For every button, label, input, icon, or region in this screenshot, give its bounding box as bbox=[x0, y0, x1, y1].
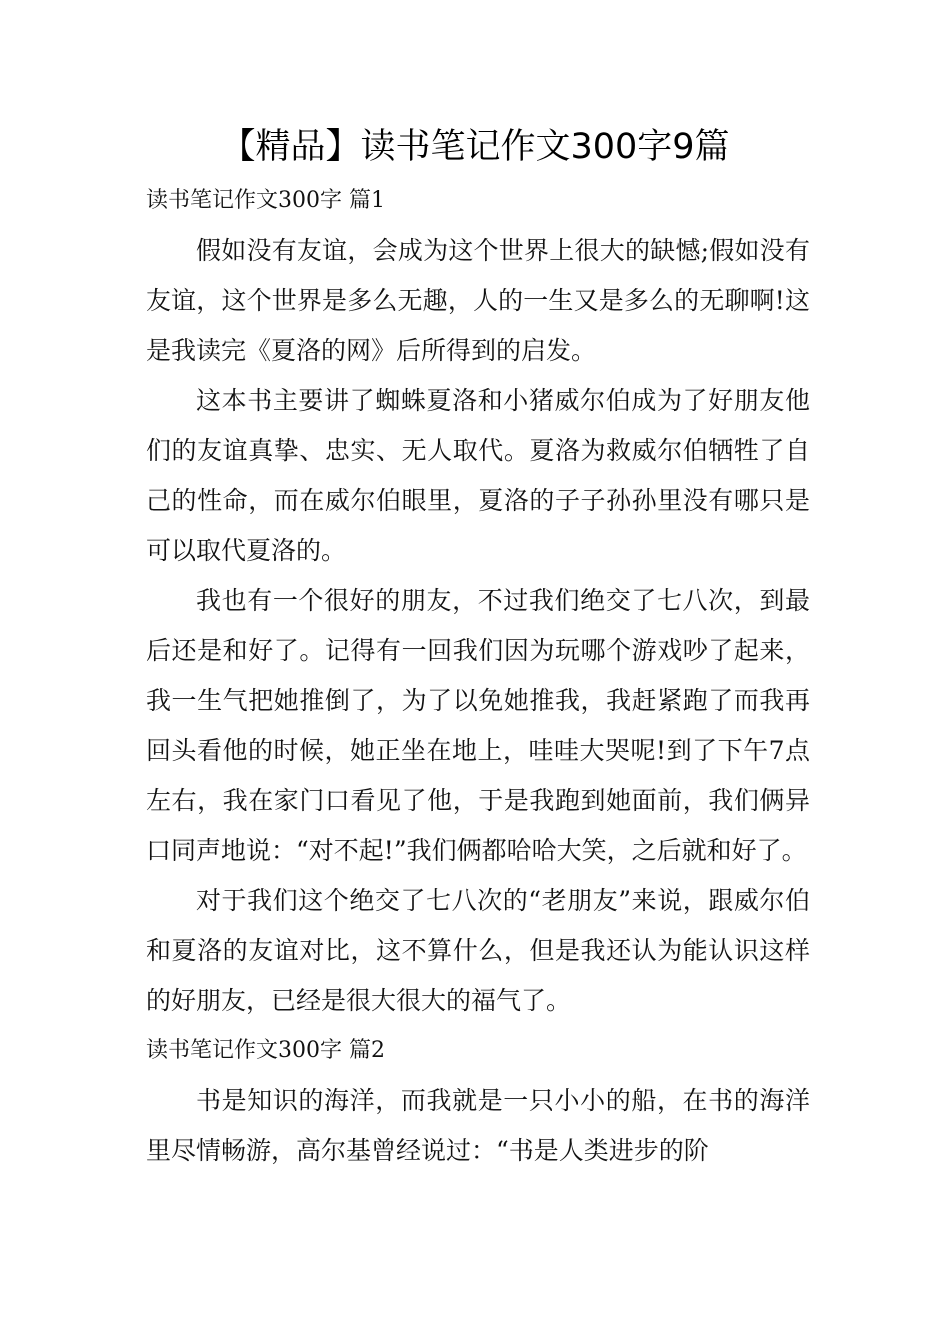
section-heading: 读书笔记作文300字 篇2 bbox=[146, 1038, 385, 1063]
section-heading: 读书笔记作文300字 篇1 bbox=[146, 188, 385, 213]
paragraph: 对于我们这个绝交了七八次的“老朋友”来说，跟威尔伯和夏洛的友谊对比，这不算什么，但是我还认为能认识这样的好朋友，已经是很大很大的福气了。 bbox=[146, 886, 810, 1015]
document-body bbox=[146, 176, 810, 1176]
paragraph: 这本书主要讲了蜘蛛夏洛和小猪威尔伯成为了好朋友他们的友谊真挚、忠实、无人取代。夏洛为救威尔伯牺牲了自己的性命，而在威尔伯眼里，夏洛的子子孙孙里没有哪只是可以取代夏洛的。 bbox=[146, 386, 810, 565]
essay-section-1 bbox=[146, 176, 810, 1026]
document-title: 【精品】读书笔记作文300字9篇 bbox=[220, 127, 730, 167]
essay-section-2 bbox=[146, 1026, 810, 1176]
paragraph: 我也有一个很好的朋友，不过我们绝交了七八次，到最后还是和好了。记得有一回我们因为玩哪个游戏吵了起来，我一生气把她推倒了，为了以免她推我，我赶紧跑了而我再回头看他的时候，她正坐在地上，哇哇大哭呢!到了下午7点左右，我在家门口看见了他，于是我跑到她面前，我们俩异口同声地说：“对不起!”我们俩都哈哈大笑，之后就和好了。 bbox=[146, 586, 810, 865]
paragraph: 书是知识的海洋，而我就是一只小小的船，在书的海洋里尽情畅游，高尔基曾经说过：“书是人类进步的阶 bbox=[146, 1086, 810, 1165]
paragraph: 假如没有友谊，会成为这个世界上很大的缺憾;假如没有友谊，这个世界是多么无趣，人的一生又是多么的无聊啊!这是我读完《夏洛的网》后所得到的启发。 bbox=[146, 236, 810, 365]
